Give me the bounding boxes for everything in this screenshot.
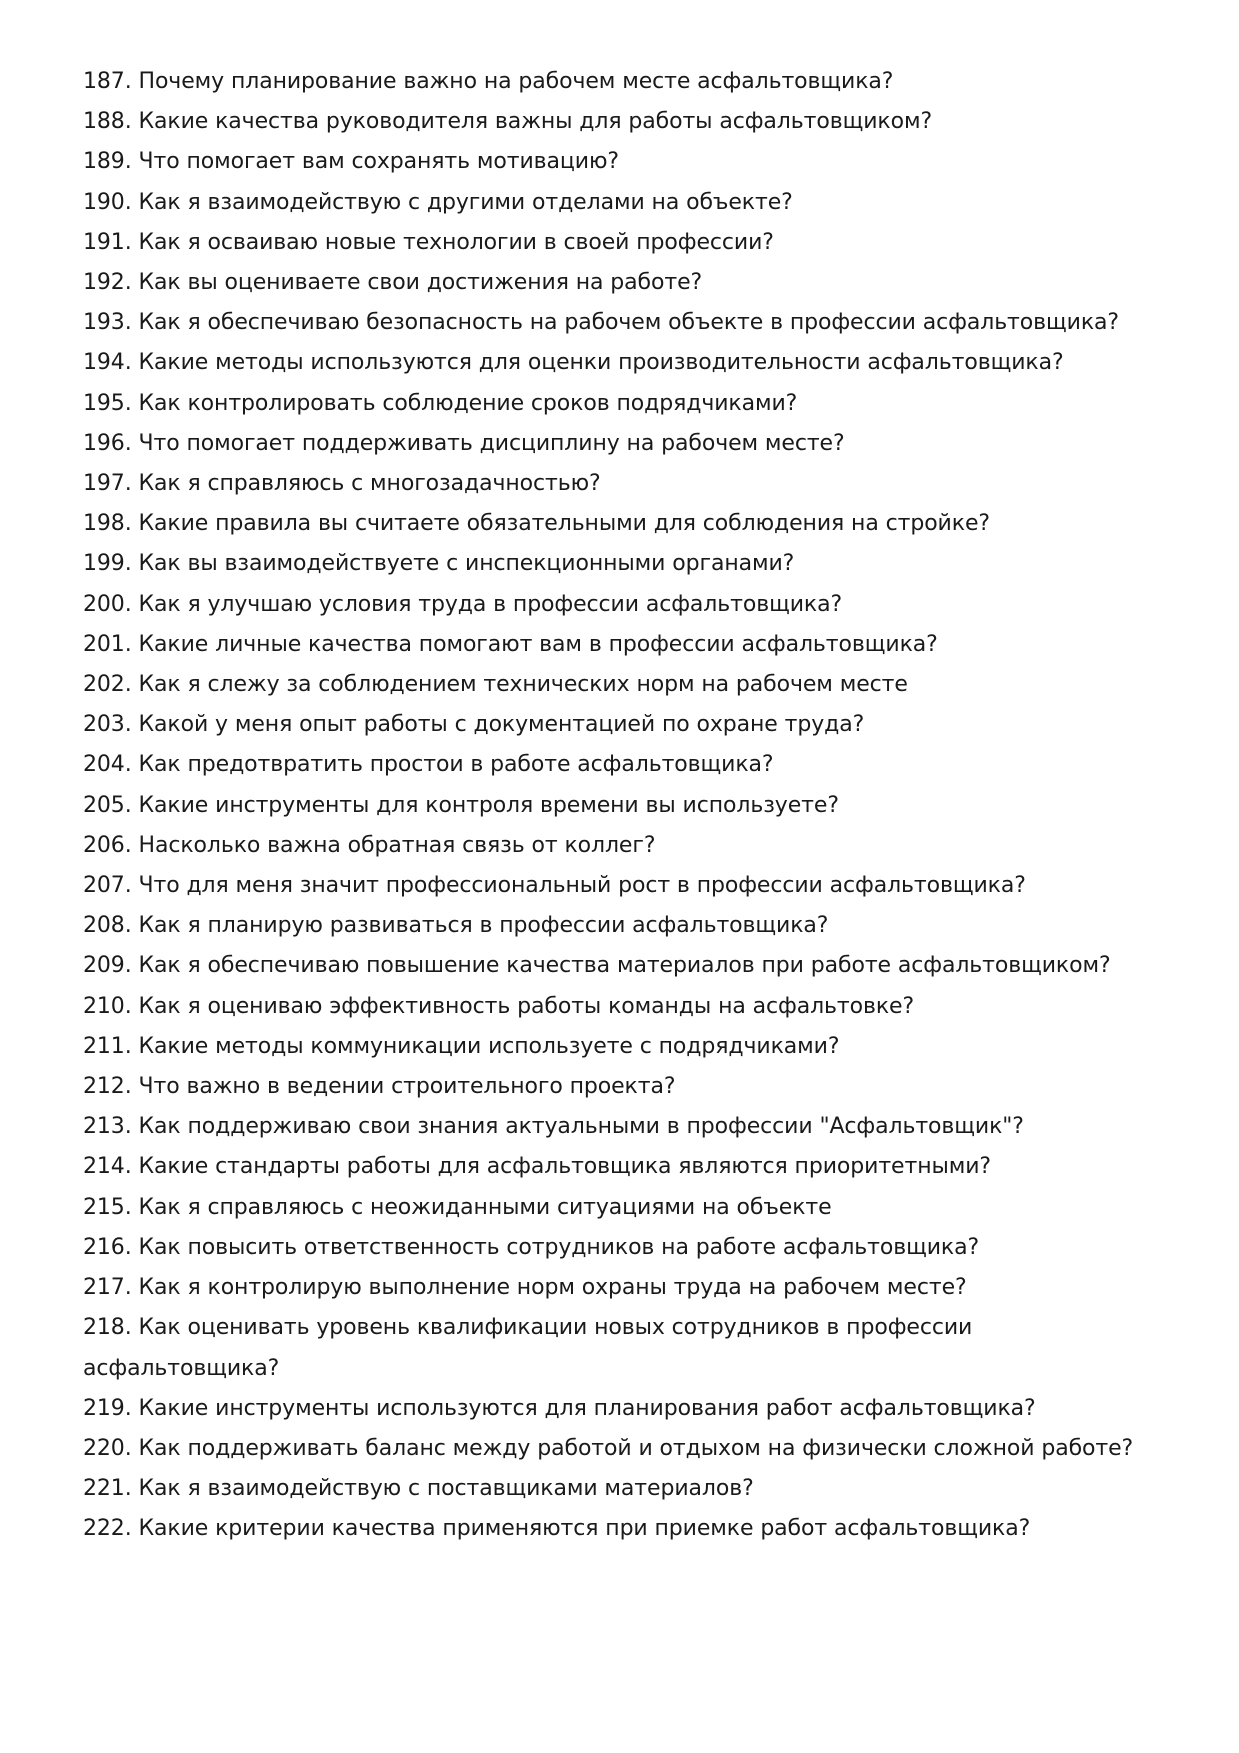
question-item [83,745,1163,785]
question-text: Как я обеспечиваю безопасность на рабочем объекте в профессии асфальтовщика? [138,310,1119,336]
question-item [83,62,1163,102]
question-number: 199. [83,551,132,577]
question-number: 189. [83,149,132,175]
question-text: Как я планирую развиваться в профессии асфальтовщика? [138,913,829,939]
question-number: 216. [83,1234,132,1260]
question-number: 207. [83,873,132,899]
question-number: 188. [83,109,132,135]
question-number: 208. [83,913,132,939]
question-text: Какие инструменты для контроля времени вы используете? [138,792,839,818]
question-text: Какие качества руководителя важны для работы асфальтовщиком? [138,109,933,135]
question-number: 192. [83,270,132,296]
question-text: Как я взаимодействую с поставщиками материалов? [138,1476,754,1502]
question-text: Какие критерии качества применяются при приемке работ асфальтовщика? [138,1516,1031,1542]
question-number: 194. [83,350,132,376]
question-text: Как предотвратить простои в работе асфальтовщика? [138,752,774,778]
question-text: Что помогает поддерживать дисциплину на рабочем месте? [138,430,845,456]
question-text: Как поддерживать баланс между работой и отдыхом на физически сложной работе? [138,1435,1134,1461]
question-number: 209. [83,953,132,979]
question-item [83,625,1163,665]
question-text: Как я справляюсь с неожиданными ситуациями на объекте [138,1194,832,1220]
question-text: Как вы оцениваете свои достижения на работе? [138,270,703,296]
question-item [83,1147,1163,1187]
question-text: Что помогает вам сохранять мотивацию? [138,149,619,175]
question-text: Как поддерживаю свои знания актуальными в профессии "Асфальтовщик"? [138,1114,1024,1140]
question-number: 197. [83,471,132,497]
question-item [83,384,1163,424]
question-number: 203. [83,712,132,738]
question-item [83,987,1163,1027]
question-text: Какие методы коммуникации используете с подрядчиками? [138,1033,840,1059]
question-number: 196. [83,430,132,456]
question-item [83,1509,1163,1549]
question-number: 204. [83,752,132,778]
question-text: Какой у меня опыт работы с документацией по охране труда? [138,712,865,738]
question-text: Какие стандарты работы для асфальтовщика являются приоритетными? [138,1154,992,1180]
question-number: 195. [83,390,132,416]
question-number: 206. [83,832,132,858]
question-number: 218. [83,1315,132,1341]
question-text: Как я слежу за соблюдением технических норм на рабочем месте [138,672,908,698]
question-number: 201. [83,631,132,657]
question-number: 221. [83,1476,132,1502]
question-number: 220. [83,1435,132,1461]
question-item [83,544,1163,584]
question-text: Почему планирование важно на рабочем месте асфальтовщика? [138,69,894,94]
question-number: 190. [83,189,132,215]
question-list [83,62,1163,1550]
question-item [83,424,1163,464]
question-text: Как я взаимодействую с другими отделами на объекте? [138,189,793,215]
question-item [83,464,1163,504]
question-number: 211. [83,1033,132,1059]
question-text: Как повысить ответственность сотрудников на работе асфальтовщика? [138,1234,980,1260]
question-item [83,1067,1163,1107]
question-number: 200. [83,591,132,617]
question-item [83,946,1163,986]
question-item [83,1027,1163,1067]
question-number: 213. [83,1114,132,1140]
question-text: Какие методы используются для оценки производительности асфальтовщика? [138,350,1064,376]
question-number: 191. [83,229,132,255]
question-item [83,1107,1163,1147]
question-number: 222. [83,1516,132,1542]
question-text: Как я справляюсь с многозадачностью? [138,471,601,497]
question-item [83,102,1163,142]
question-number: 198. [83,511,132,537]
question-text: Как я контролирую выполнение норм охраны труда на рабочем месте? [138,1275,967,1301]
question-number: 215. [83,1194,132,1220]
question-item [83,1228,1163,1268]
question-number: 210. [83,993,132,1019]
question-number: 205. [83,792,132,818]
question-text: Как я улучшаю условия труда в профессии асфальтовщика? [138,591,843,617]
question-number: 219. [83,1395,132,1421]
question-item [83,1188,1163,1228]
question-item [83,826,1163,866]
question-item [83,786,1163,826]
question-item [83,1389,1163,1429]
question-item [83,1429,1163,1469]
question-number: 217. [83,1275,132,1301]
question-text: Какие инструменты используются для планирования работ асфальтовщика? [138,1395,1036,1421]
question-item [83,1308,983,1388]
question-text: Как контролировать соблюдение сроков подрядчиками? [138,390,798,416]
question-text: Какие правила вы считаете обязательными для соблюдения на стройке? [138,511,990,537]
question-item [83,223,1163,263]
question-number: 214. [83,1154,132,1180]
question-item [83,705,1163,745]
question-item [83,142,1163,182]
question-item [83,585,1163,625]
question-item [83,665,1163,705]
question-text: Как я осваиваю новые технологии в своей профессии? [138,229,774,255]
question-item [83,263,1163,303]
question-text: Что для меня значит профессиональный рост в профессии асфальтовщика? [138,873,1026,899]
question-text: Как вы взаимодействуете с инспекционными органами? [138,551,795,577]
question-item [83,866,1163,906]
question-item [83,343,1163,383]
question-number: 187. [83,69,132,94]
question-text: Какие личные качества помогают вам в профессии асфальтовщика? [138,631,938,657]
question-number: 212. [83,1074,132,1100]
question-number: 193. [83,310,132,336]
question-item [83,303,1163,343]
question-text: Насколько важна обратная связь от коллег? [138,832,656,858]
question-text: Как я оцениваю эффективность работы команды на асфальтовке? [138,993,915,1019]
question-item [83,1268,1163,1308]
question-text: Как оценивать уровень квалификации новых сотрудников в профессии асфальтовщика? [83,1315,973,1381]
question-item [83,906,1163,946]
question-text: Что важно в ведении строительного проекта? [138,1074,676,1100]
question-item [83,183,1163,223]
question-item [83,1469,1163,1509]
question-text: Как я обеспечиваю повышение качества материалов при работе асфальтовщиком? [138,953,1111,979]
question-item [83,504,1163,544]
question-number: 202. [83,672,132,698]
